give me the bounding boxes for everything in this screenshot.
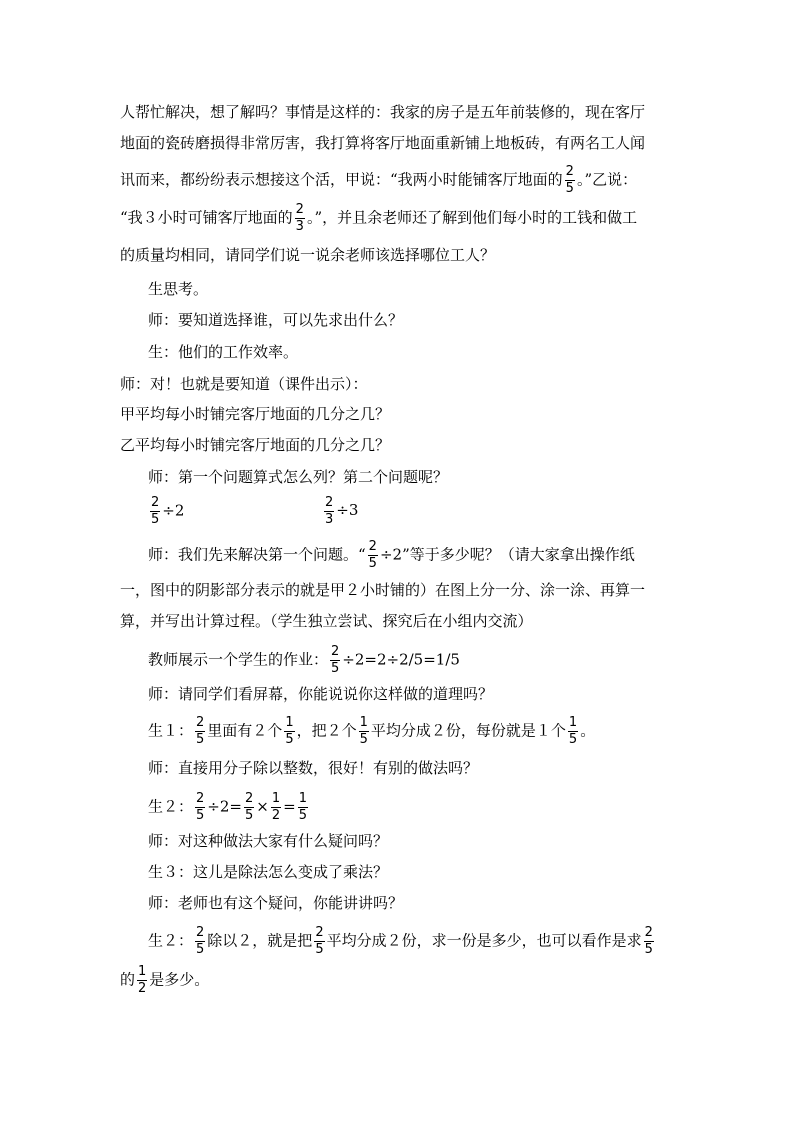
fraction-denominator: 5 (151, 511, 160, 527)
text-run: 。 (580, 721, 596, 739)
fraction-numerator: 2 (295, 201, 304, 217)
text-line (120, 165, 637, 196)
text-run: ，把２个 (296, 721, 357, 739)
expression-right (322, 494, 359, 527)
text-run: 。”，并且余老师还了解到他们每小时的工钱和做工 (306, 208, 638, 226)
fraction-numerator: 1 (359, 714, 368, 730)
fraction (295, 203, 305, 234)
text-run: ÷3 (336, 501, 359, 519)
text-run: 除以２，就是把 (207, 931, 313, 949)
fraction (644, 926, 654, 957)
text-line (148, 926, 656, 957)
text-line (148, 792, 310, 823)
text-line (148, 467, 448, 487)
text-run: 里面有２个 (207, 721, 283, 739)
text-line (120, 580, 645, 600)
text-line (148, 893, 403, 913)
text-line (148, 684, 493, 704)
fraction-denominator: 5 (285, 731, 294, 747)
fraction-numerator: 1 (271, 790, 281, 806)
fraction-numerator: 1 (138, 963, 147, 979)
fraction (565, 165, 575, 196)
text-run: 算，并写出计算过程。（学生独立尝试、探究后在小组内交流） (120, 612, 533, 630)
text-line (148, 496, 358, 527)
fraction (368, 540, 378, 571)
text-run: 。”乙说： (576, 170, 638, 188)
fraction-numerator: 2 (325, 494, 334, 510)
fraction-numerator: 2 (331, 643, 340, 659)
fraction-denominator: 2 (271, 807, 281, 823)
text-run: 生１： (148, 721, 194, 739)
fraction-numerator: 2 (151, 494, 160, 510)
text-run: 师：第一个问题算式怎么列？第二个问题呢？ (148, 468, 449, 486)
fraction (195, 926, 205, 957)
fraction-denominator: 3 (295, 218, 304, 234)
text-line (148, 310, 403, 330)
text-run: 生：他们的工作效率。 (148, 343, 299, 361)
text-line (120, 435, 390, 455)
text-line (120, 965, 209, 996)
text-run: ÷2”等于多少呢？（请大家拿出操作纸 (379, 545, 635, 563)
text-run: ÷2= (207, 797, 242, 815)
text-run: × (256, 797, 269, 815)
fraction-denominator: 5 (196, 807, 205, 823)
fraction (271, 792, 281, 823)
text-run: 师：老师也有这个疑问，你能讲讲吗？ (148, 894, 404, 912)
expression-left (148, 496, 322, 527)
fraction (324, 496, 334, 527)
fraction-denominator: 5 (368, 555, 377, 571)
text-run: 讯而来，都纷纷表示想接这个活，甲说：“我两小时能铺客厅地面的 (120, 170, 563, 188)
text-line (148, 831, 388, 851)
fraction (359, 716, 369, 747)
fraction-denominator: 5 (196, 941, 205, 957)
text-run: 甲平均每小时铺完客厅地面的几分之几？ (120, 405, 391, 423)
text-line (120, 374, 368, 394)
fraction-denominator: 2 (138, 980, 147, 996)
fraction (195, 716, 205, 747)
fraction (137, 965, 147, 996)
text-run: 平均分成２份，求一份是多少，也可以看作是求 (326, 931, 642, 949)
text-run: 师：直接用分子除以整数，很好！有别的做法吗？ (148, 759, 479, 777)
fraction (150, 496, 160, 527)
text-run: 一，图中的阴影部分表示的就是甲２小时铺的）在图上分一分、涂一涂、再算一 (120, 581, 646, 599)
fraction-numerator: 2 (368, 538, 377, 554)
fraction-numerator: 2 (315, 924, 324, 940)
text-run: 的 (120, 970, 136, 988)
fraction (195, 792, 205, 823)
text-run: 平均分成２份，每份就是１个 (370, 721, 566, 739)
fraction-denominator: 5 (298, 807, 307, 823)
text-run: “我３小时可铺客厅地面的 (120, 208, 293, 226)
text-line (148, 279, 208, 299)
text-line (148, 716, 595, 747)
fraction-numerator: 2 (196, 924, 205, 940)
text-line (120, 203, 637, 234)
text-line (148, 540, 635, 571)
text-line (120, 245, 495, 265)
text-line (120, 102, 645, 122)
fraction (298, 792, 308, 823)
fraction-denominator: 5 (359, 731, 368, 747)
text-run: 生２： (148, 797, 194, 815)
text-run: 生２： (148, 931, 194, 949)
fraction (244, 792, 254, 823)
text-run: 师：对！也就是要知道（课件出示）： (120, 375, 368, 393)
fraction-numerator: 2 (565, 163, 574, 179)
fraction (568, 716, 578, 747)
fraction-denominator: 5 (244, 807, 254, 823)
fraction-denominator: 5 (565, 180, 574, 196)
fraction-numerator: 2 (196, 714, 205, 730)
text-run: 人帮忙解决，想了解吗？事情是这样的：我家的房子是五年前装修的，现在客厅 (120, 103, 646, 121)
fraction-numerator: 1 (298, 790, 307, 806)
text-line (148, 758, 478, 778)
fraction-denominator: 5 (196, 731, 205, 747)
text-run: 师：要知道选择谁，可以先求出什么？ (148, 311, 404, 329)
fraction-numerator: 1 (285, 714, 294, 730)
fraction-denominator: 5 (644, 941, 653, 957)
text-line (120, 133, 645, 153)
text-run: 师：我们先来解决第一个问题。“ (148, 545, 366, 563)
fraction (330, 645, 340, 676)
fraction-numerator: 1 (568, 714, 578, 730)
text-line (120, 611, 533, 631)
text-run: ÷2=2÷2/5=1/5 (342, 650, 460, 668)
text-run: 生思考。 (148, 280, 209, 298)
text-run: 的质量均相同，请同学们说一说余老师该选择哪位工人？ (120, 246, 496, 264)
text-run: 教师展示一个学生的作业： (148, 650, 329, 668)
text-run: 生３：这儿是除法怎么变成了乘法？ (148, 863, 389, 881)
fraction-denominator: 5 (315, 941, 324, 957)
fraction-numerator: 2 (644, 924, 653, 940)
text-run: 师：对这种做法大家有什么疑问吗？ (148, 832, 389, 850)
text-line (120, 404, 390, 424)
fraction-denominator: 5 (331, 660, 340, 676)
text-line (148, 862, 388, 882)
text-run: 乙平均每小时铺完客厅地面的几分之几？ (120, 436, 391, 454)
fraction-numerator: 2 (244, 790, 254, 806)
text-run: 地面的瓷砖磨损得非常厉害，我打算将客厅地面重新铺上地板砖，有两名工人闻 (120, 134, 646, 152)
text-line (148, 645, 460, 676)
fraction (284, 716, 294, 747)
fraction-denominator: 5 (568, 731, 578, 747)
text-line (148, 342, 298, 362)
text-run: ÷2 (162, 501, 185, 519)
text-run: 是多少。 (149, 970, 210, 988)
fraction-numerator: 2 (196, 790, 205, 806)
text-run: = (283, 797, 296, 815)
fraction (314, 926, 324, 957)
fraction-denominator: 3 (325, 511, 334, 527)
text-run: 师：请同学们看屏幕，你能说说你这样做的道理吗？ (148, 685, 494, 703)
